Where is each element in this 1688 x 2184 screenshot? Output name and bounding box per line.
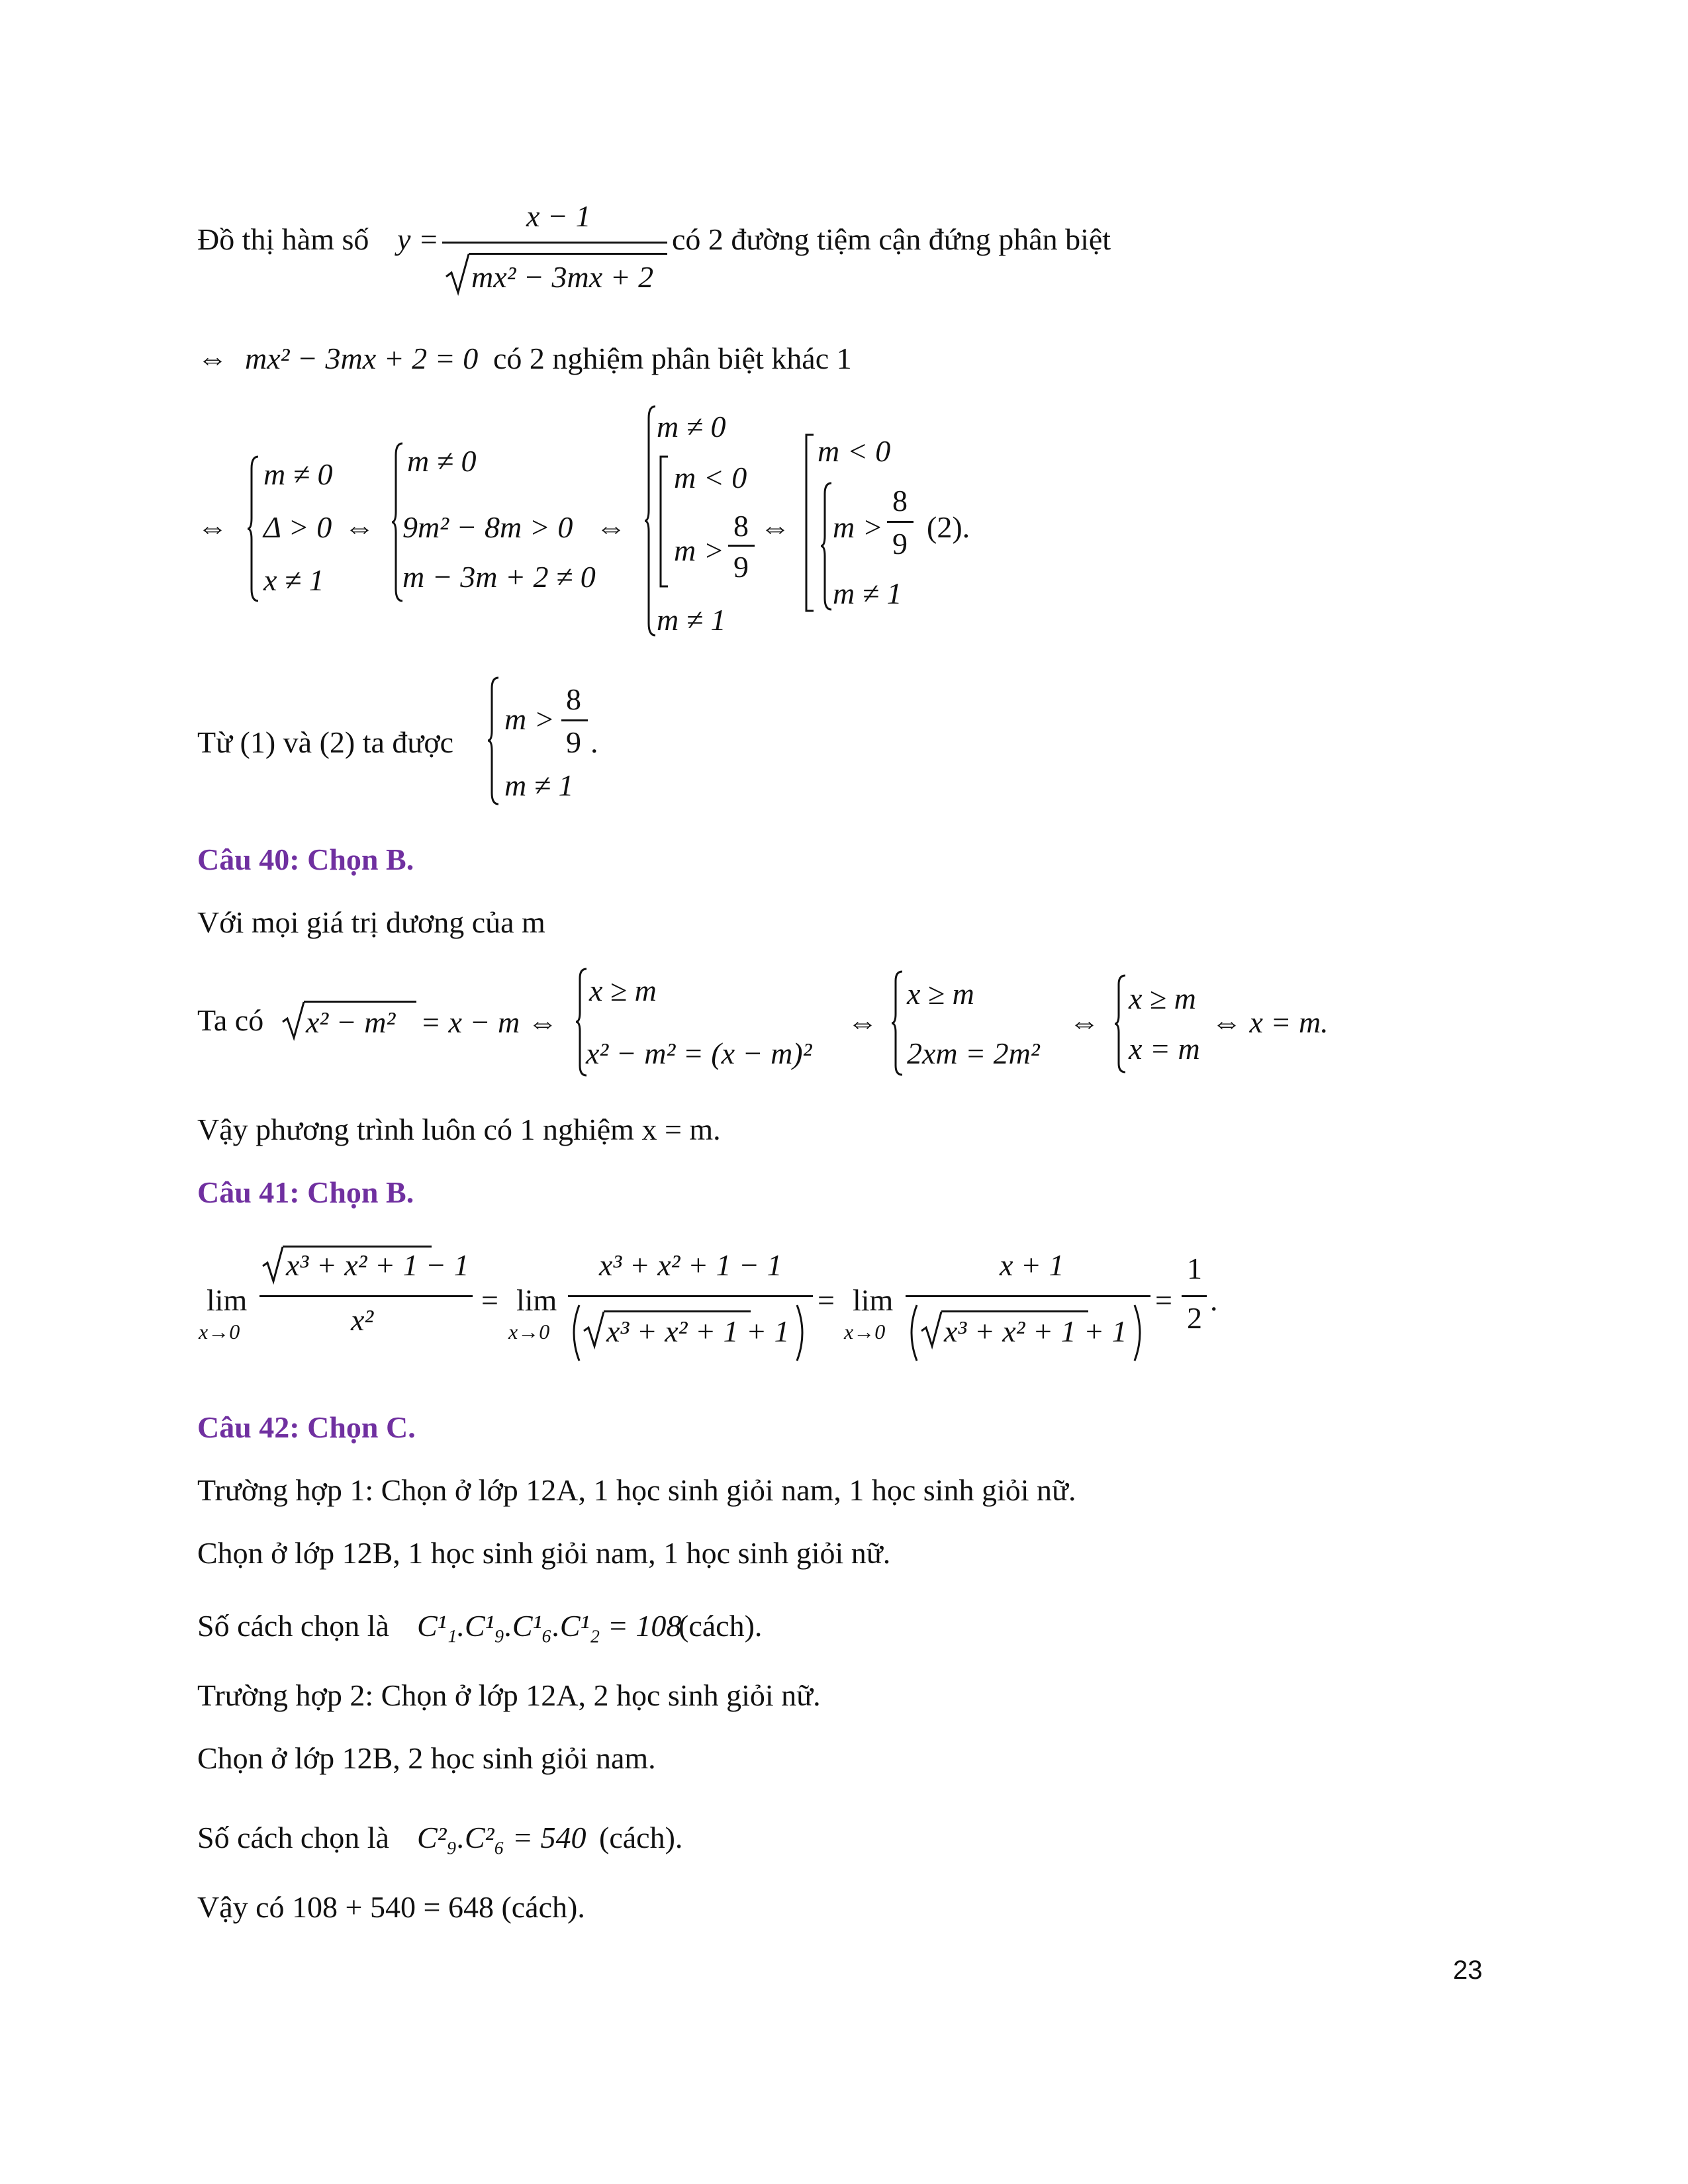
q41-f2-den: x³ + x² + 1 + 1 <box>606 1314 790 1348</box>
or-bracket-icon <box>659 455 669 588</box>
paren-right-icon <box>1132 1304 1148 1362</box>
sys2-line2: 9m² − 8m > 0 <box>402 510 573 544</box>
tiem-can-text: có 2 đường tiệm cận đứng phân biệt <box>672 222 1111 256</box>
q40-result: ⇔ x = m. <box>1211 1005 1329 1039</box>
frac-8c: 8 <box>566 682 581 716</box>
q40-sqrt-expr: x² − m² <box>306 1005 396 1039</box>
sqrt-sign-icon <box>261 1244 285 1284</box>
equivalence-arrow: ⇔ <box>197 341 228 375</box>
lim-1: lim <box>207 1283 248 1317</box>
q42-line6-math: C²₉.C²₆ = 540 <box>417 1821 586 1854</box>
q40-sysA-line2: x² − m² = (x − m)² <box>586 1036 812 1070</box>
q41-f3-den: x³ + x² + 1 + 1 <box>944 1314 1127 1348</box>
q40-sysC-line2: x = m <box>1129 1032 1200 1066</box>
brace-icon <box>820 482 833 611</box>
nghiem-text: có 2 nghiệm phân biệt khác 1 <box>493 341 852 375</box>
sqrt-sign-icon <box>281 999 306 1040</box>
q41-f3-num: x + 1 <box>1000 1248 1064 1282</box>
q42-line5: Chọn ở lớp 12B, 2 học sinh giỏi nam. <box>197 1741 656 1775</box>
or-bracket-icon <box>804 433 815 612</box>
sys3-or-line1: m < 0 <box>674 461 747 494</box>
sqrt-sign-icon <box>920 1309 944 1349</box>
q40-sysA-line1: x ≥ m <box>589 974 657 1007</box>
limsub-2: x→0 <box>508 1320 550 1343</box>
q42-heading: Câu 42: Chọn C. <box>197 1410 416 1444</box>
page-number: 23 <box>1453 1956 1483 1985</box>
q41-f2-num: x³ + x² + 1 − 1 <box>599 1248 782 1282</box>
lim-3: lim <box>853 1283 894 1317</box>
tu-1-va-2-text: Từ (1) và (2) ta được <box>197 725 454 759</box>
q41-result-den: 2 <box>1187 1301 1202 1335</box>
equation-label: (2). <box>927 510 970 544</box>
sys3-or-line2: m > <box>674 533 724 567</box>
sys4-top: m < 0 <box>818 434 891 468</box>
q42-line3-unit: (cách). <box>679 1609 763 1643</box>
q42-line3-math: C¹₁.C¹₉.C¹₆.C¹₂ = 108 <box>417 1609 682 1643</box>
sys4-line1: m > <box>833 510 883 544</box>
q40-sysB-line1: x ≥ m <box>907 977 974 1011</box>
quadratic-equation: mx² − 3mx + 2 = 0 <box>245 341 479 375</box>
sys3-bottom: m ≠ 1 <box>657 603 726 637</box>
sys1-line1: m ≠ 0 <box>263 457 333 491</box>
y-equals: y = <box>397 222 439 256</box>
q40-ta-co: Ta có <box>197 1003 264 1037</box>
q40-sysC-line1: x ≥ m <box>1129 981 1196 1015</box>
q40-line1: Với mọi giá trị dương của m <box>197 905 545 939</box>
q41-result-num: 1 <box>1187 1251 1202 1285</box>
fraction-denominator: mx² − 3mx + 2 <box>471 260 654 294</box>
sys5-line2: m ≠ 1 <box>504 768 574 802</box>
fraction-numerator: x − 1 <box>526 199 591 233</box>
sqrt-sign-icon <box>583 1309 606 1349</box>
q42-line6-text: Số cách chọn là <box>197 1821 389 1854</box>
paren-left-icon <box>566 1304 582 1362</box>
brace-icon <box>246 455 259 602</box>
q40-heading: Câu 40: Chọn B. <box>197 842 414 876</box>
frac-9: 9 <box>733 550 749 584</box>
sys3-top: m ≠ 0 <box>657 410 726 443</box>
q40-sysB-line2: 2xm = 2m² <box>907 1036 1040 1070</box>
q40-conclusion: Vậy phương trình luôn có 1 nghiệm x = m. <box>197 1113 721 1146</box>
equiv-arrow-2: ⇔ <box>344 510 375 544</box>
brace-icon <box>890 970 904 1076</box>
frac-8: 8 <box>733 509 749 543</box>
paren-right-icon <box>794 1304 810 1362</box>
sys2-line1: m ≠ 0 <box>407 444 477 478</box>
paren-left-icon <box>904 1304 919 1362</box>
q42-line2: Chọn ở lớp 12B, 1 học sinh giỏi nam, 1 học sinh giỏi nữ. <box>197 1536 891 1570</box>
sys5-line1: m > <box>504 702 555 736</box>
frac-8b: 8 <box>892 484 908 518</box>
q41-heading: Câu 41: Chọn B. <box>197 1175 414 1209</box>
q42-line1: Trường hợp 1: Chọn ở lớp 12A, 1 học sinh giỏi nam, 1 học sinh giỏi nữ. <box>197 1473 1076 1507</box>
brace-icon <box>1113 974 1127 1073</box>
q40-eq-rhs: = x − m ⇔ <box>420 1005 558 1039</box>
equiv-arrow-3: ⇔ <box>596 510 626 544</box>
sqrt-sign-icon <box>445 251 471 298</box>
brace-icon <box>487 676 500 805</box>
equiv-arrow-1: ⇔ <box>197 510 228 544</box>
sys4-line2: m ≠ 1 <box>833 576 902 610</box>
brace-icon <box>643 405 657 637</box>
sys1-line3: x ≠ 1 <box>263 563 324 597</box>
q42-line3-text: Số cách chọn là <box>197 1609 389 1643</box>
brace-icon <box>391 442 404 602</box>
q42-line4: Trường hợp 2: Chọn ở lớp 12A, 2 học sinh giỏi nữ. <box>197 1678 821 1712</box>
limsub-1: x→0 <box>199 1320 240 1343</box>
q41-f1-den: x² <box>351 1303 374 1337</box>
sys2-line3: m − 3m + 2 ≠ 0 <box>402 560 596 594</box>
frac-9b: 9 <box>892 527 908 561</box>
lim-2: lim <box>516 1283 557 1317</box>
equiv-arrow-4: ⇔ <box>760 510 790 544</box>
q41-f1-num: x³ + x² + 1 − 1 <box>286 1248 469 1282</box>
limsub-3: x→0 <box>844 1320 886 1343</box>
frac-9c: 9 <box>566 725 581 759</box>
intro-text: Đồ thị hàm số <box>197 222 369 256</box>
q42-line7: Vậy có 108 + 540 = 648 (cách). <box>197 1890 585 1924</box>
q42-line6-unit: (cách). <box>599 1821 683 1854</box>
sys1-line2: Δ > 0 <box>263 510 332 544</box>
